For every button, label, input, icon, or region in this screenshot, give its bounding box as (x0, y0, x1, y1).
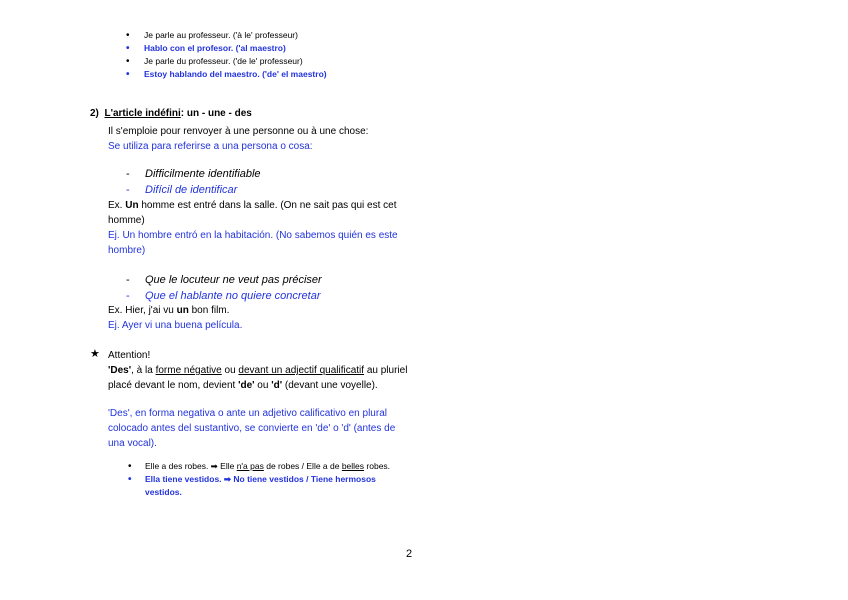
section-number: 2) (90, 108, 99, 119)
section-intro (108, 124, 368, 154)
intro-spanish: Se utiliza para referirse a una persona o cosa: (108, 141, 313, 152)
example1 (108, 198, 410, 258)
case2-spanish: - Que el hablante no quiere concretar (126, 290, 321, 302)
section-title-rest: : un - une - des (180, 108, 252, 119)
star-icon: ★ (90, 348, 100, 360)
list-item: • Je parle du professeur. ('de le' professeur) (124, 55, 327, 68)
page-number: 2 (406, 548, 413, 560)
top-example-list (124, 29, 327, 81)
section-heading (90, 108, 252, 119)
attention-rule-french: 'Des', à la forme négative ou devant un adjectif qualificatif au pluriel placé devant le nom, devient 'de' ou 'd' (devant une voyelle). (108, 365, 408, 391)
example1-french: Ex. Un homme est entré dans la salle. (On ne sait pas qui est cet homme) (108, 200, 397, 226)
case2-french: - Que le locuteur ne veut pas préciser (126, 274, 322, 286)
attention-example-list (128, 460, 413, 499)
section-title-main: L'article indéfini (104, 108, 181, 119)
case1-spanish: - Difícil de identificar (126, 184, 238, 196)
attention-rule-spanish: 'Des', en forma negativa o ante un adjetivo calificativo en plural colocado antes del sustantivo, se convierte en 'de' o 'd' (antes de una vocal). (108, 408, 396, 449)
example2-french: Ex. Hier, j'ai vu un bon film. (108, 305, 230, 316)
case1 (126, 166, 261, 198)
case1-french: - Difficilmente identifiable (126, 168, 261, 180)
intro-french: Il s'emploie pour renvoyer à une personne ou à une chose: (108, 126, 369, 137)
list-item: • Je parle au professeur. ('à le' professeur) (124, 29, 327, 42)
example1-spanish: Ej. Un hombre entró en la habitación. (No sabemos quién es este hombre) (108, 230, 398, 256)
attention-label: Attention! (108, 350, 151, 361)
example2-spanish: Ej. Ayer vi una buena película. (108, 320, 243, 331)
list-item: • Hablo con el profesor. ('al maestro) (124, 42, 327, 55)
list-item: • Estoy hablando del maestro. ('de' el maestro) (124, 68, 327, 81)
example2 (108, 303, 242, 333)
case2 (126, 272, 322, 304)
list-item: • Ella tiene vestidos. ➡ No tiene vestidos / Tiene hermosos vestidos. (128, 473, 413, 499)
list-item: • Elle a des robes. ➡ Elle n'a pas de robes / Elle a de belles robes. (128, 460, 413, 473)
